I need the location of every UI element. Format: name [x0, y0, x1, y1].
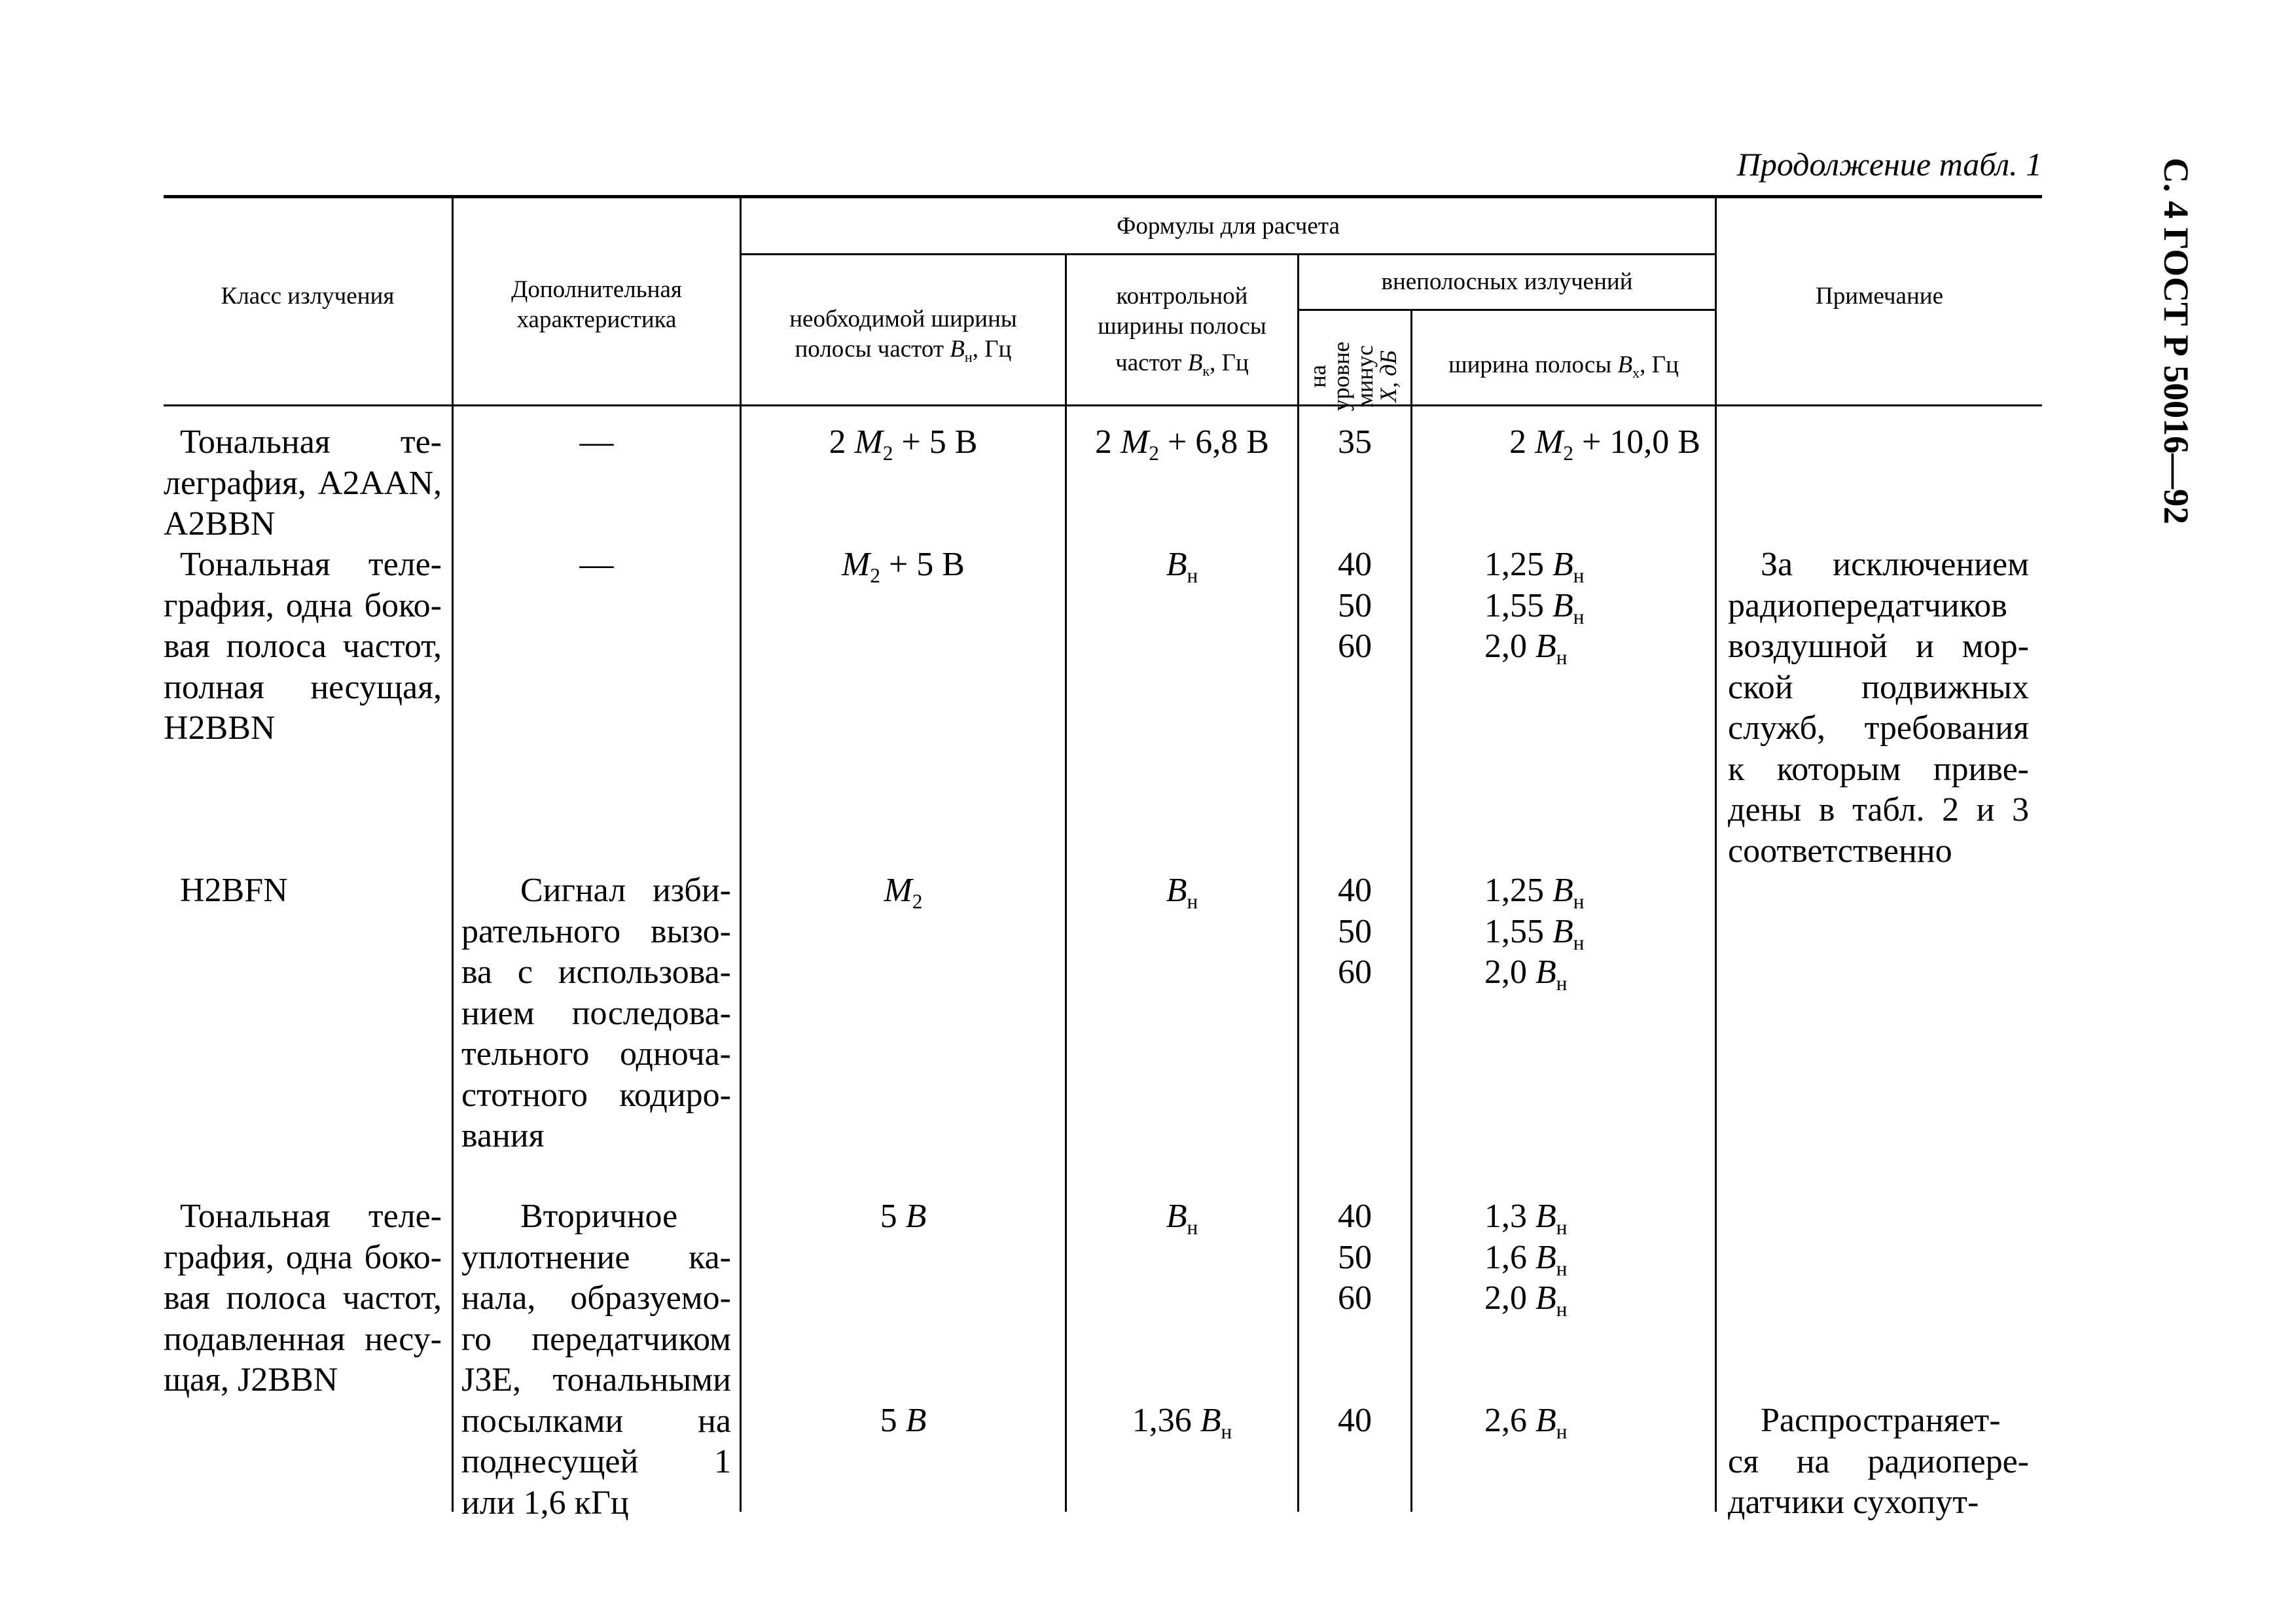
- row4-extra-line2: уплотнение ка-: [461, 1238, 731, 1276]
- row5-level: 40: [1338, 1402, 1372, 1439]
- row2-class-line3: вая полоса частот,: [164, 628, 442, 665]
- row4-extra-line1: Вторичное: [520, 1198, 678, 1235]
- row4-extra-line4: го передатчиком: [461, 1320, 731, 1358]
- row3-levels: [1299, 870, 1410, 993]
- row5-note-line1: Распространяет-: [1761, 1402, 2001, 1439]
- header-level-line3: минус: [1352, 345, 1378, 408]
- row1-extra: —: [579, 423, 614, 461]
- header-level-line4: X, дБ: [1375, 350, 1401, 402]
- header-additional-line2: характеристика: [516, 306, 677, 333]
- row3-extra-line7: вания: [461, 1117, 545, 1154]
- row4-class-line3: вая полоса частот,: [164, 1279, 442, 1317]
- row4-extra-line7: поднесущей 1: [461, 1443, 731, 1480]
- header-control-line3: частот $B_к$, Гц: [1115, 349, 1249, 379]
- row5-width: 2,6 $B_н$: [1484, 1402, 1568, 1443]
- row5-note-line2: ся на радиопере-: [1728, 1442, 2029, 1480]
- header-width-x: ширина полосы $B_x$, Гц: [1448, 351, 1679, 381]
- row2-note-line5: служб, требования: [1728, 709, 2029, 747]
- row3-level-3: 60: [1338, 954, 1372, 991]
- header-control-width: [1067, 281, 1297, 378]
- row2-widths: [1484, 544, 1707, 668]
- header-outofband: внеполосных излучений: [1381, 268, 1633, 295]
- col-rule-5: [1410, 309, 1412, 1512]
- row3-extra-line2: рательного вызо-: [461, 912, 731, 950]
- row4-widths: [1484, 1196, 1707, 1319]
- row1-necessary: 2 $M_2 + 5$ B: [829, 423, 978, 465]
- row3-extra-line6: стотного кодиро-: [461, 1076, 731, 1114]
- row4-class-line2: графия, одна боко-: [164, 1238, 442, 1276]
- header-formulas: Формулы для расчета: [1117, 213, 1340, 240]
- row2-width-3: 2,0 $B_н$: [1484, 628, 1568, 669]
- row2-level-2: 50: [1338, 586, 1372, 624]
- row5-control: 1,36 $B_н$: [1132, 1402, 1232, 1443]
- row2-note-line2: радиопередатчиков: [1728, 586, 2007, 624]
- header-necessary-width: [742, 304, 1065, 365]
- row2-note-line1: За исключением: [1761, 546, 2029, 583]
- row4-extra-line5: J3E, тональными: [461, 1361, 731, 1399]
- row4-necessary: 5 B: [880, 1198, 927, 1235]
- row4-level-2: 50: [1338, 1238, 1372, 1276]
- row2-note-line7: дены в табл. 2 и 3: [1728, 791, 2029, 829]
- header-additional: [454, 275, 740, 335]
- row2-level-1: 40: [1338, 546, 1372, 583]
- row4-width-3: 2,0 $B_н$: [1484, 1279, 1568, 1321]
- row1-control: 2 $M_2 + 6,8$ B: [1095, 423, 1269, 465]
- row4-levels: [1299, 1196, 1410, 1319]
- row3-width-2: 1,55 $B_н$: [1484, 912, 1585, 954]
- header-necessary-line1: необходимой ширины: [789, 306, 1017, 332]
- row2-class-line5: H2BBN: [164, 709, 276, 747]
- row2-note-line8: соответственно: [1728, 832, 1952, 870]
- row1-class: [164, 422, 442, 545]
- header-level-line2: уровне: [1328, 341, 1354, 412]
- header-level-line1: на: [1304, 365, 1331, 388]
- side-page-title: С. 4 ГОСТ Р 50016—92: [2157, 158, 2196, 525]
- row4-level-1: 40: [1338, 1198, 1372, 1235]
- row2-note-line6: к которым приве-: [1728, 750, 2029, 788]
- row2-class: [164, 544, 442, 749]
- row3-extra: [461, 870, 731, 1157]
- row3-extra-line3: ва с использова-: [461, 954, 731, 991]
- row2-class-line2: графия, одна боко-: [164, 586, 442, 624]
- row2-extra: —: [579, 546, 614, 583]
- row4-level-3: 60: [1338, 1279, 1372, 1317]
- row3-width-3: 2,0 $B_н$: [1484, 954, 1568, 995]
- row2-note-line4: ской подвижных: [1728, 668, 2029, 706]
- row2-width-2: 1,55 $B_н$: [1484, 586, 1585, 628]
- row4-class-line4: подавленная несу-: [164, 1320, 442, 1358]
- header-note: Примечание: [1816, 283, 1943, 310]
- row3-necessary: $M_2$: [884, 872, 923, 913]
- row2-class-line1: Тональная теле-: [180, 546, 442, 583]
- row1-class-line1: Тональная те-: [180, 423, 442, 461]
- row3-class: H2BFN: [180, 872, 288, 909]
- header-control-line1: контрольной: [1116, 283, 1248, 310]
- row4-control: $B_н$: [1166, 1198, 1198, 1239]
- row3-level-1: 40: [1338, 872, 1372, 909]
- row2-note-line3: воздушной и мор-: [1728, 628, 2029, 665]
- row3-extra-line4: нием последова-: [461, 994, 731, 1032]
- continuation-label: Продолжение табл. 1: [1736, 146, 2042, 183]
- row3-width-1: 1,25 $B_н$: [1484, 872, 1585, 913]
- row2-class-line4: полная несущая,: [164, 668, 442, 706]
- row4-class: [164, 1196, 442, 1401]
- row4-extra-line3: нала, образуемо-: [461, 1279, 731, 1317]
- row2-level-3: 60: [1338, 628, 1372, 665]
- header-bottom-rule: [164, 404, 2042, 406]
- row5-note-line3: датчики сухопут-: [1728, 1484, 1979, 1521]
- row5-necessary: 5 B: [880, 1402, 927, 1439]
- row4-class-line1: Тональная теле-: [180, 1198, 442, 1235]
- table-top-rule: [164, 195, 2042, 198]
- row3-extra-line5: тельного одноча-: [461, 1035, 731, 1073]
- col-rule-6: [1715, 195, 1717, 1512]
- row3-widths: [1484, 870, 1707, 993]
- row1-class-line3: A2BBN: [164, 505, 276, 543]
- row3-extra-line1: Сигнал изби-: [520, 872, 731, 909]
- row2-note: [1728, 544, 2029, 872]
- col-rule-2: [740, 195, 742, 1512]
- formulas-rule: [740, 253, 1716, 255]
- row4-width-1: 1,3 $B_н$: [1484, 1198, 1568, 1239]
- header-necessary-line2: полосы частот $B_н$, Гц: [795, 336, 1012, 365]
- row4-extra-line6: посылками на: [461, 1402, 731, 1440]
- row4-extra: [461, 1196, 731, 1524]
- row3-level-2: 50: [1338, 912, 1372, 950]
- row4-width-2: 1,6 $B_н$: [1484, 1238, 1568, 1280]
- row2-width-1: 1,25 $B_н$: [1484, 546, 1585, 587]
- row2-control: $B_н$: [1166, 546, 1198, 587]
- row3-control: $B_н$: [1166, 872, 1198, 913]
- row1-level: 35: [1338, 423, 1372, 461]
- row5-note: [1728, 1400, 2029, 1524]
- row1-class-line2: леграфия, A2AAN,: [164, 464, 442, 502]
- row2-levels: [1299, 544, 1410, 668]
- row1-width: 2 $M_2 + 10,0$ B: [1509, 423, 1700, 465]
- header-additional-line1: Дополнительная: [511, 276, 682, 303]
- row2-necessary: $M_2 + 5$ B: [842, 546, 965, 587]
- row4-extra-line8: или 1,6 кГц: [461, 1484, 629, 1522]
- header-control-line2: ширины полосы: [1098, 313, 1266, 340]
- row4-class-line5: щая, J2BBN: [164, 1361, 338, 1399]
- header-emission-class: Класс излучения: [221, 283, 395, 310]
